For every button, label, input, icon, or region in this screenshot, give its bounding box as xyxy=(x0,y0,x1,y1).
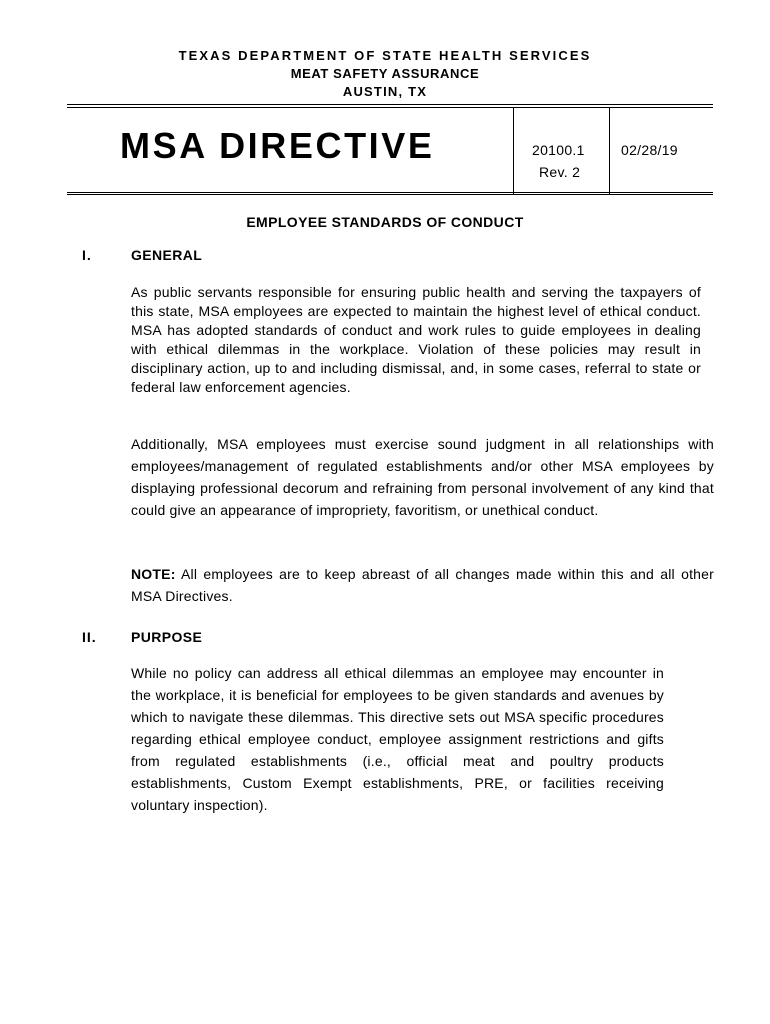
header-divider-top-1 xyxy=(67,104,713,105)
section-number-general: I. xyxy=(82,247,92,263)
note-label: NOTE: xyxy=(131,566,176,582)
header-divider-vertical-1 xyxy=(513,108,514,194)
header-divider-vertical-2 xyxy=(609,108,610,194)
header-divider-bottom-2 xyxy=(67,194,713,195)
general-note xyxy=(131,563,714,607)
agency-location: AUSTIN, TX xyxy=(342,84,428,99)
agency-name: TEXAS DEPARTMENT OF STATE HEALTH SERVICES xyxy=(178,48,592,63)
purpose-paragraph-1: While no policy can address all ethical dilemmas an employee may encounter in the workplace, it is beneficial for employees to be given standards and avenues by which to navigate these dilemmas. This directive sets out MSA specific procedures regarding ethical employee conduct, employee assignment restrictions and gifts from regulated establishments (i.e., official meat and poultry products establishments, Custom Exempt establishments, PRE, or facilities receiving voluntary inspection). xyxy=(131,665,664,813)
section-number-purpose: II. xyxy=(82,629,97,645)
document-subject: EMPLOYEE STANDARDS OF CONDUCT xyxy=(246,214,524,230)
agency-header xyxy=(0,47,770,101)
note-text: All employees are to keep abreast of all changes made within this and all other MSA Directives. xyxy=(131,566,714,604)
general-paragraph-2: Additionally, MSA employees must exercise sound judgment in all relationships with employees/management of regulated establishments and/or other MSA employees by displaying professional decorum and refraining from personal involvement of any kind that could give an appearance of impropriety, favoritism, or unethical conduct. xyxy=(131,436,714,518)
directive-date: 02/28/19 xyxy=(621,142,678,158)
section-title-general: GENERAL xyxy=(131,247,203,263)
directive-title: MSA DIRECTIVE xyxy=(120,125,435,166)
general-paragraph-1: As public servants responsible for ensuring public health and serving the taxpayers of this state, MSA employees are expected to maintain the highest level of ethical conduct. MSA has adopted standards of conduct and work rules to guide employees in dealing with ethical dilemmas in the workplace. Violation of these policies may result in disciplinary action, up to and including dismissal, and, in some cases, referral to state or federal law enforcement agencies. xyxy=(131,284,701,395)
agency-program: MEAT SAFETY ASSURANCE xyxy=(290,66,480,81)
header-divider-bottom-1 xyxy=(67,192,713,193)
section-title-purpose: PURPOSE xyxy=(131,629,203,645)
directive-number: 20100.1 xyxy=(532,142,585,158)
directive-revision: Rev. 2 xyxy=(539,164,581,180)
